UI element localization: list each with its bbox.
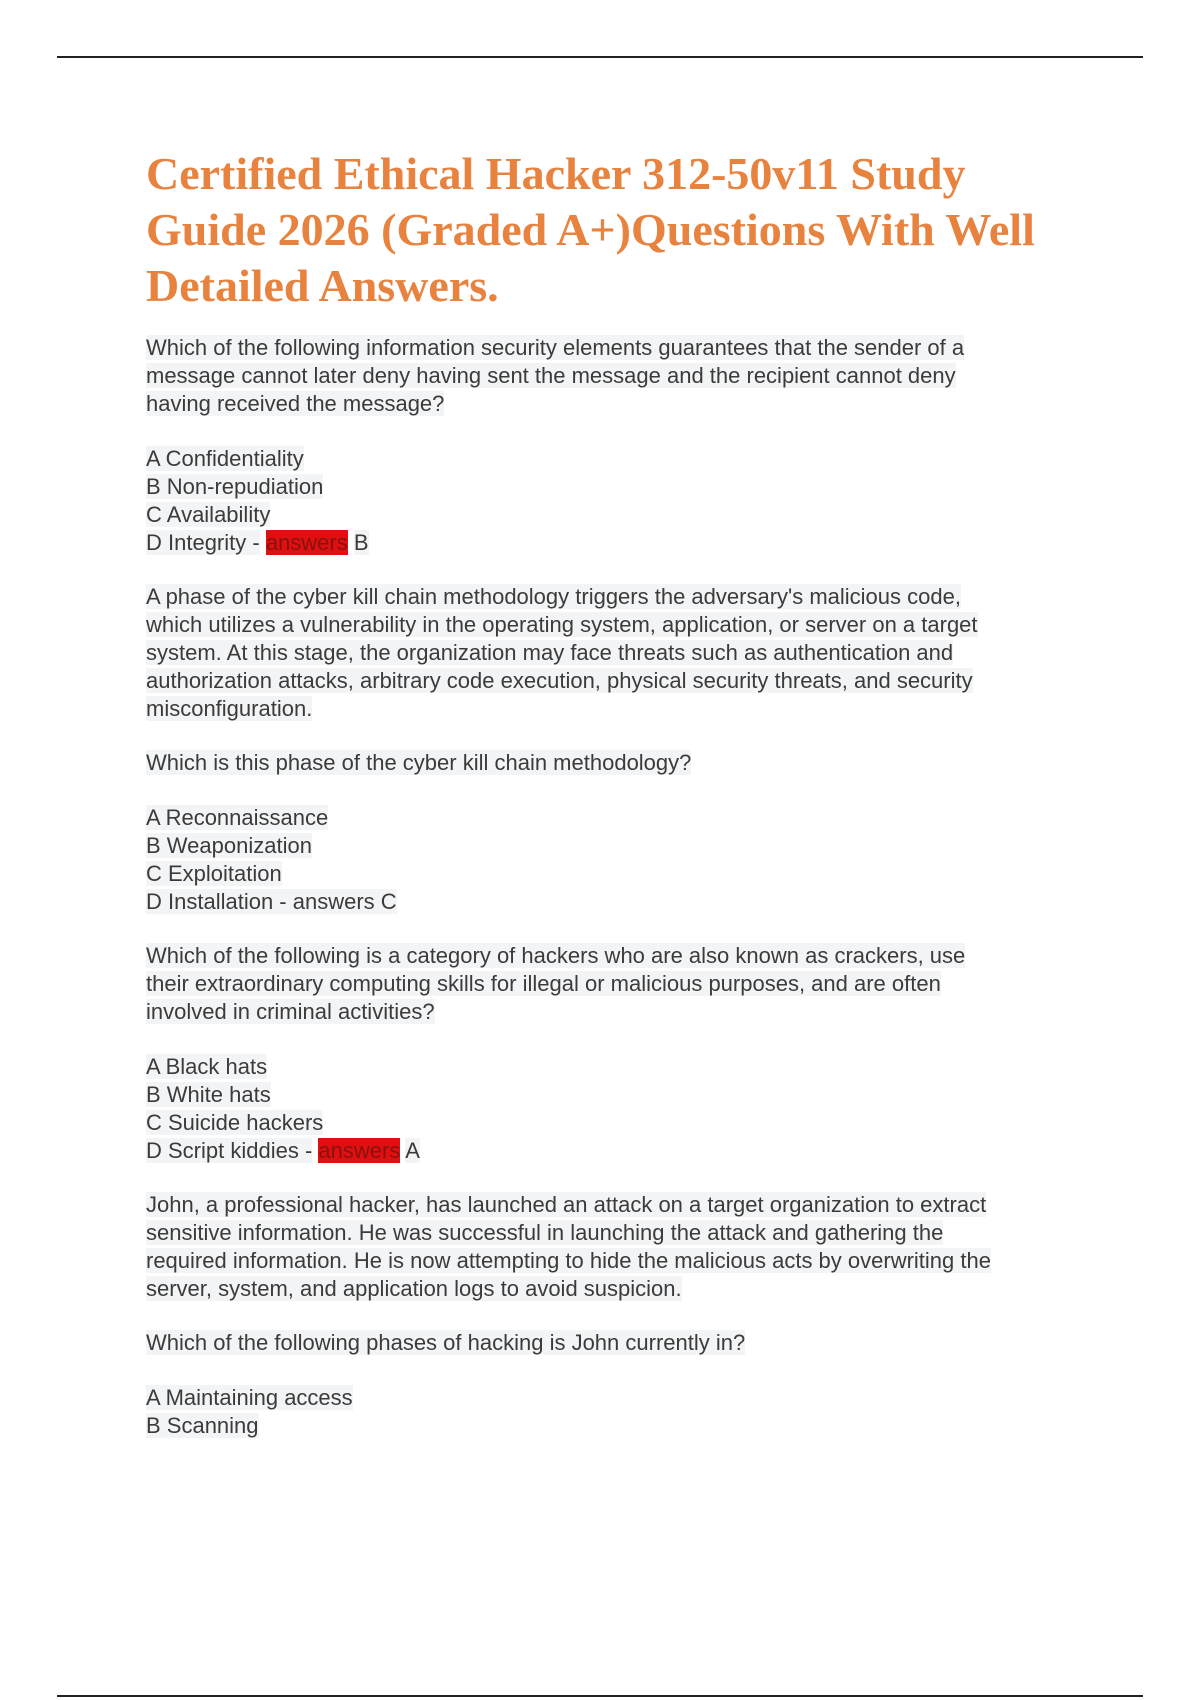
answer-letter: A	[405, 1138, 420, 1163]
footer-rule	[57, 1695, 1143, 1697]
option: B Scanning	[146, 1413, 259, 1438]
question-line: sensitive information. He was successful in launching the attack and gathering the	[146, 1220, 944, 1245]
answers-highlight: answers	[265, 530, 348, 555]
option: C Suicide hackers	[146, 1110, 324, 1135]
option: C Exploitation	[146, 861, 282, 886]
question-line: message cannot later deny having sent the message and the recipient cannot deny	[146, 363, 956, 388]
header-rule	[57, 56, 1143, 58]
question-line: A phase of the cyber kill chain methodology triggers the adversary's malicious code,	[146, 584, 961, 609]
question-1-text	[146, 334, 1106, 418]
option-with-answer: D Integrity - answers B	[146, 530, 369, 555]
question-line: which utilizes a vulnerability in the operating system, application, or server on a target	[146, 612, 978, 637]
question-4-text	[146, 1191, 1106, 1303]
option: A Reconnaissance	[146, 805, 329, 830]
question-line: misconfiguration.	[146, 696, 313, 721]
question-line: authorization attacks, arbitrary code execution, physical security threats, and security	[146, 668, 973, 693]
answers-highlight: answers	[318, 1138, 401, 1163]
option: A Maintaining access	[146, 1385, 353, 1410]
question-line: system. At this stage, the organization may face threats such as authentication and	[146, 640, 954, 665]
question-line: their extraordinary computing skills for illegal or malicious purposes, and are often	[146, 971, 941, 996]
question-4-options	[146, 1384, 1106, 1440]
answer-letter: B	[353, 530, 369, 555]
title-line: Certified Ethical Hacker 312-50v11 Study	[146, 148, 966, 199]
question-2-text	[146, 583, 1106, 723]
option: B Weaponization	[146, 833, 312, 858]
option-with-answer: D Installation - answers C	[146, 889, 397, 914]
document-body	[146, 146, 1106, 1440]
question-line: required information. He is now attempting to hide the malicious acts by overwriting the	[146, 1248, 991, 1273]
question-line: Which of the following is a category of hackers who are also known as crackers, use	[146, 943, 966, 968]
option: C Availability	[146, 502, 271, 527]
option: A Black hats	[146, 1054, 268, 1079]
title-line: Guide 2026 (Graded A+)Questions With Well	[146, 204, 1035, 255]
question-1-options	[146, 445, 1106, 557]
document-title	[146, 146, 1106, 314]
option-with-answer: D Script kiddies - answers A	[146, 1138, 420, 1163]
question-3-text	[146, 942, 1106, 1026]
title-line: Detailed Answers.	[146, 260, 499, 311]
question-2-options	[146, 804, 1106, 916]
question-4-prompt: Which of the following phases of hacking is John currently in?	[146, 1330, 746, 1355]
question-line: server, system, and application logs to avoid suspicion.	[146, 1276, 682, 1301]
option: A Confidentiality	[146, 446, 304, 471]
question-line: John, a professional hacker, has launched an attack on a target organization to extract	[146, 1192, 987, 1217]
question-line: having received the message?	[146, 391, 445, 416]
question-2-prompt: Which is this phase of the cyber kill chain methodology?	[146, 750, 692, 775]
question-3-options	[146, 1053, 1106, 1165]
question-line: Which of the following information security elements guarantees that the sender of a	[146, 335, 965, 360]
question-line: involved in criminal activities?	[146, 999, 435, 1024]
option: B Non-repudiation	[146, 474, 324, 499]
option: B White hats	[146, 1082, 271, 1107]
